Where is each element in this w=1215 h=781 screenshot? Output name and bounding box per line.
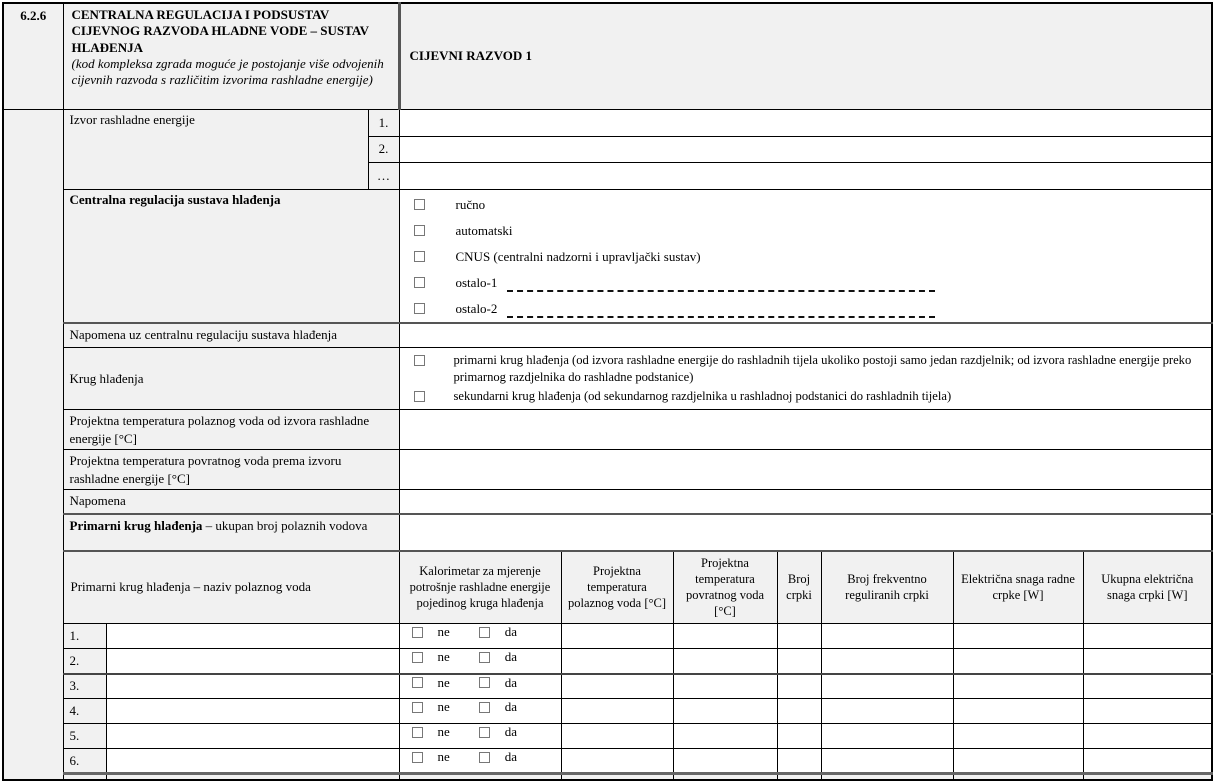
table-row — [3, 724, 1212, 749]
col-header-calorimeter: Kalorimetar za mjerenje potrošnje rashladne energije pojedinog kruga hlađenja — [399, 551, 561, 624]
checkbox-cnus-icon[interactable] — [414, 251, 425, 262]
option-rucno-label: ručno — [455, 196, 486, 212]
note-regulation-label: Napomena uz centralnu regulaciju sustava hlađenja — [63, 323, 399, 348]
checkbox-ostalo-1-icon[interactable] — [414, 277, 425, 288]
section-subtitle: (kod kompleksa zgrada moguće je postojanje više odvojenih cijevnih razvoda s različitim izvorima rashladne energije) — [71, 55, 384, 87]
row-5-freq-pumps-input[interactable] — [821, 724, 953, 749]
cooling-source-input-more[interactable] — [399, 162, 1212, 189]
row-3-name-input[interactable] — [106, 674, 399, 699]
row-3-pump-count-input[interactable] — [777, 674, 821, 699]
sliver-cell — [953, 774, 1083, 781]
col-header-freq-pumps: Broj frekventno reguliranih crpki — [821, 551, 953, 624]
checkbox-primarni-krug-icon[interactable] — [414, 355, 425, 366]
col-header-supply-temp: Projektna temperatura polaznog voda [°C] — [561, 551, 673, 624]
pipe-distribution-title: CIJEVNI RAZVOD 1 — [399, 3, 1212, 109]
row-3-total-power-input[interactable] — [1083, 674, 1212, 699]
row-6-pump-count-input[interactable] — [777, 749, 821, 774]
no-label: ne — [437, 624, 450, 640]
cutoff-next-row — [3, 774, 1212, 781]
row-2-calorimeter-cell — [399, 649, 561, 674]
checkbox-no-icon[interactable] — [412, 752, 423, 763]
table-row — [3, 749, 1212, 774]
row-6-name-input[interactable] — [106, 749, 399, 774]
checkbox-no-icon[interactable] — [412, 727, 423, 738]
row-3-pump-power-input[interactable] — [953, 674, 1083, 699]
option-primarni-krug — [400, 349, 1212, 385]
row-5-name-input[interactable] — [106, 724, 399, 749]
col-header-return-temp: Projektna temperatura povratnog voda [°C] — [673, 551, 777, 624]
cooling-source-label: Izvor rashladne energije — [63, 109, 368, 189]
primary-total-label-bold: Primarni krug hlađenja — [69, 517, 203, 533]
yes-label: da — [504, 699, 518, 715]
row-1-name-input[interactable] — [106, 624, 399, 649]
checkbox-no-icon[interactable] — [412, 677, 423, 688]
row-4-supply-temp-input[interactable] — [561, 699, 673, 724]
row-1-calorimeter-cell — [399, 624, 561, 649]
checkbox-automatski-icon[interactable] — [414, 225, 425, 236]
checkbox-yes-icon[interactable] — [479, 677, 490, 688]
option-rucno — [400, 192, 1212, 218]
ostalo-2-fill-line[interactable] — [507, 316, 935, 318]
row-4-pump-power-input[interactable] — [953, 699, 1083, 724]
note-regulation-input[interactable] — [399, 323, 1212, 348]
option-primarni-krug-label: primarni krug hlađenja (od izvora rashladne energije do rashladnih tijela ukoliko postoji samo jedan razdjelnik; od izvora rashladne energije preko primarnog razdjelnika do rashladne podstanice) — [453, 353, 1192, 384]
row-4-total-power-input[interactable] — [1083, 699, 1212, 724]
table-row — [3, 699, 1212, 724]
row-2-freq-pumps-input[interactable] — [821, 649, 953, 674]
section-number: 6.2.6 — [3, 3, 63, 109]
row-6-pump-power-input[interactable] — [953, 749, 1083, 774]
option-cnus — [400, 244, 1212, 270]
yes-label: da — [504, 674, 518, 690]
row-num: 5. — [63, 724, 106, 749]
sliver-cell — [673, 774, 777, 781]
row-5-calorimeter-cell — [399, 724, 561, 749]
row-6-supply-temp-input[interactable] — [561, 749, 673, 774]
cooling-circuit-options-cell — [399, 348, 1212, 410]
primary-total-label — [63, 514, 399, 551]
row-6-return-temp-input[interactable] — [673, 749, 777, 774]
row-2-pump-power-input[interactable] — [953, 649, 1083, 674]
no-label: ne — [437, 749, 450, 765]
cooling-source-input-2[interactable] — [399, 136, 1212, 162]
row-num: 1. — [63, 624, 106, 649]
note-label: Napomena — [63, 490, 399, 514]
row-5-supply-temp-input[interactable] — [561, 724, 673, 749]
yes-label: da — [504, 624, 518, 640]
option-ostalo-2 — [400, 296, 1212, 322]
yes-label: da — [504, 749, 518, 765]
regulation-label: Centralna regulacija sustava hlađenja — [63, 189, 399, 323]
checkbox-yes-icon[interactable] — [479, 727, 490, 738]
cooling-source-num-more: … — [368, 162, 399, 189]
row-5-total-power-input[interactable] — [1083, 724, 1212, 749]
row-6-freq-pumps-input[interactable] — [821, 749, 953, 774]
no-label: ne — [437, 649, 450, 665]
sliver-cell — [777, 774, 821, 781]
table-row — [3, 624, 1212, 649]
row-4-return-temp-input[interactable] — [673, 699, 777, 724]
row-4-freq-pumps-input[interactable] — [821, 699, 953, 724]
sliver-cell — [106, 774, 399, 781]
row-4-name-input[interactable] — [106, 699, 399, 724]
no-label: ne — [437, 724, 450, 740]
row-6-calorimeter-cell — [399, 749, 561, 774]
cooling-source-input-1[interactable] — [399, 109, 1212, 136]
row-2-name-input[interactable] — [106, 649, 399, 674]
section-title-cell — [63, 3, 399, 109]
option-ostalo-2-label: ostalo-2 — [455, 300, 498, 316]
row-3-supply-temp-input[interactable] — [561, 674, 673, 699]
note-input[interactable] — [399, 490, 1212, 514]
return-temp-input[interactable] — [399, 450, 1212, 490]
option-automatski-label: automatski — [455, 222, 513, 238]
supply-temp-input[interactable] — [399, 410, 1212, 450]
row-5-pump-count-input[interactable] — [777, 724, 821, 749]
table-row — [3, 674, 1212, 699]
row-num: 3. — [63, 674, 106, 699]
section-title: CENTRALNA REGULACIJA I PODSUSTAV CIJEVNOG RAZVODA HLADNE VODE – SUSTAV HLAĐENJA — [71, 7, 369, 55]
option-automatski — [400, 218, 1212, 244]
row-1-pump-count-input[interactable] — [777, 624, 821, 649]
no-label: ne — [437, 699, 450, 715]
col-header-pump-count: Broj crpki — [777, 551, 821, 624]
row-3-freq-pumps-input[interactable] — [821, 674, 953, 699]
row-2-return-temp-input[interactable] — [673, 649, 777, 674]
row-num: 2. — [63, 649, 106, 674]
yes-label: da — [504, 649, 518, 665]
sliver-cell — [1083, 774, 1212, 781]
option-ostalo-1 — [400, 270, 1212, 296]
left-margin-bar — [3, 109, 63, 780]
checkbox-yes-icon[interactable] — [479, 627, 490, 638]
row-5-return-temp-input[interactable] — [673, 724, 777, 749]
col-header-pump-power: Električna snaga radne crpke [W] — [953, 551, 1083, 624]
row-num: 4. — [63, 699, 106, 724]
row-5-pump-power-input[interactable] — [953, 724, 1083, 749]
row-2-total-power-input[interactable] — [1083, 649, 1212, 674]
col-header-total-power: Ukupna električna snaga crpki [W] — [1083, 551, 1212, 624]
yes-label: da — [504, 724, 518, 740]
checkbox-rucno-icon[interactable] — [414, 199, 425, 210]
row-4-calorimeter-cell — [399, 699, 561, 724]
checkbox-ostalo-2-icon[interactable] — [414, 303, 425, 314]
row-1-total-power-input[interactable] — [1083, 624, 1212, 649]
checkbox-yes-icon[interactable] — [479, 752, 490, 763]
primary-total-input[interactable] — [399, 514, 1212, 551]
sliver-cell — [399, 774, 561, 781]
cooling-source-num-2: 2. — [368, 136, 399, 162]
no-label: ne — [437, 674, 450, 690]
col-header-name: Primarni krug hlađenja – naziv polaznog voda — [63, 551, 399, 624]
checkbox-no-icon[interactable] — [412, 702, 423, 713]
sliver-cell — [821, 774, 953, 781]
option-cnus-label: CNUS (centralni nadzorni i upravljački sustav) — [455, 248, 701, 264]
row-4-pump-count-input[interactable] — [777, 699, 821, 724]
row-1-pump-power-input[interactable] — [953, 624, 1083, 649]
ostalo-1-fill-line[interactable] — [507, 290, 935, 292]
table-row — [3, 649, 1212, 674]
option-ostalo-1-label: ostalo-1 — [455, 274, 498, 290]
regulation-options-cell — [399, 189, 1212, 323]
checkbox-yes-icon[interactable] — [479, 702, 490, 713]
primary-total-label-rest: – ukupan broj polaznih vodova — [202, 517, 368, 533]
checkbox-sekundarni-krug-icon[interactable] — [414, 391, 425, 402]
cooling-circuit-label: Krug hlađenja — [63, 348, 399, 410]
row-1-return-temp-input[interactable] — [673, 624, 777, 649]
cooling-source-num-1: 1. — [368, 109, 399, 136]
row-2-supply-temp-input[interactable] — [561, 649, 673, 674]
row-3-calorimeter-cell — [399, 674, 561, 699]
row-3-return-temp-input[interactable] — [673, 674, 777, 699]
row-1-supply-temp-input[interactable] — [561, 624, 673, 649]
checkbox-yes-icon[interactable] — [479, 652, 490, 663]
row-1-freq-pumps-input[interactable] — [821, 624, 953, 649]
row-num: 6. — [63, 749, 106, 774]
sliver-cell — [561, 774, 673, 781]
sliver-cell — [63, 774, 106, 781]
checkbox-no-icon[interactable] — [412, 652, 423, 663]
row-2-pump-count-input[interactable] — [777, 649, 821, 674]
return-temp-label: Projektna temperatura povratnog voda prema izvoru rashladne energije [°C] — [63, 450, 399, 490]
option-sekundarni-krug — [400, 385, 1212, 405]
form-6-2-6 — [2, 2, 1213, 781]
supply-temp-label: Projektna temperatura polaznog voda od izvora rashladne energije [°C] — [63, 410, 399, 450]
row-6-total-power-input[interactable] — [1083, 749, 1212, 774]
checkbox-no-icon[interactable] — [412, 627, 423, 638]
option-sekundarni-krug-label: sekundarni krug hlađenja (od sekundarnog razdjelnika u rashladnoj podstanici do rashladnih tijela) — [453, 389, 952, 404]
